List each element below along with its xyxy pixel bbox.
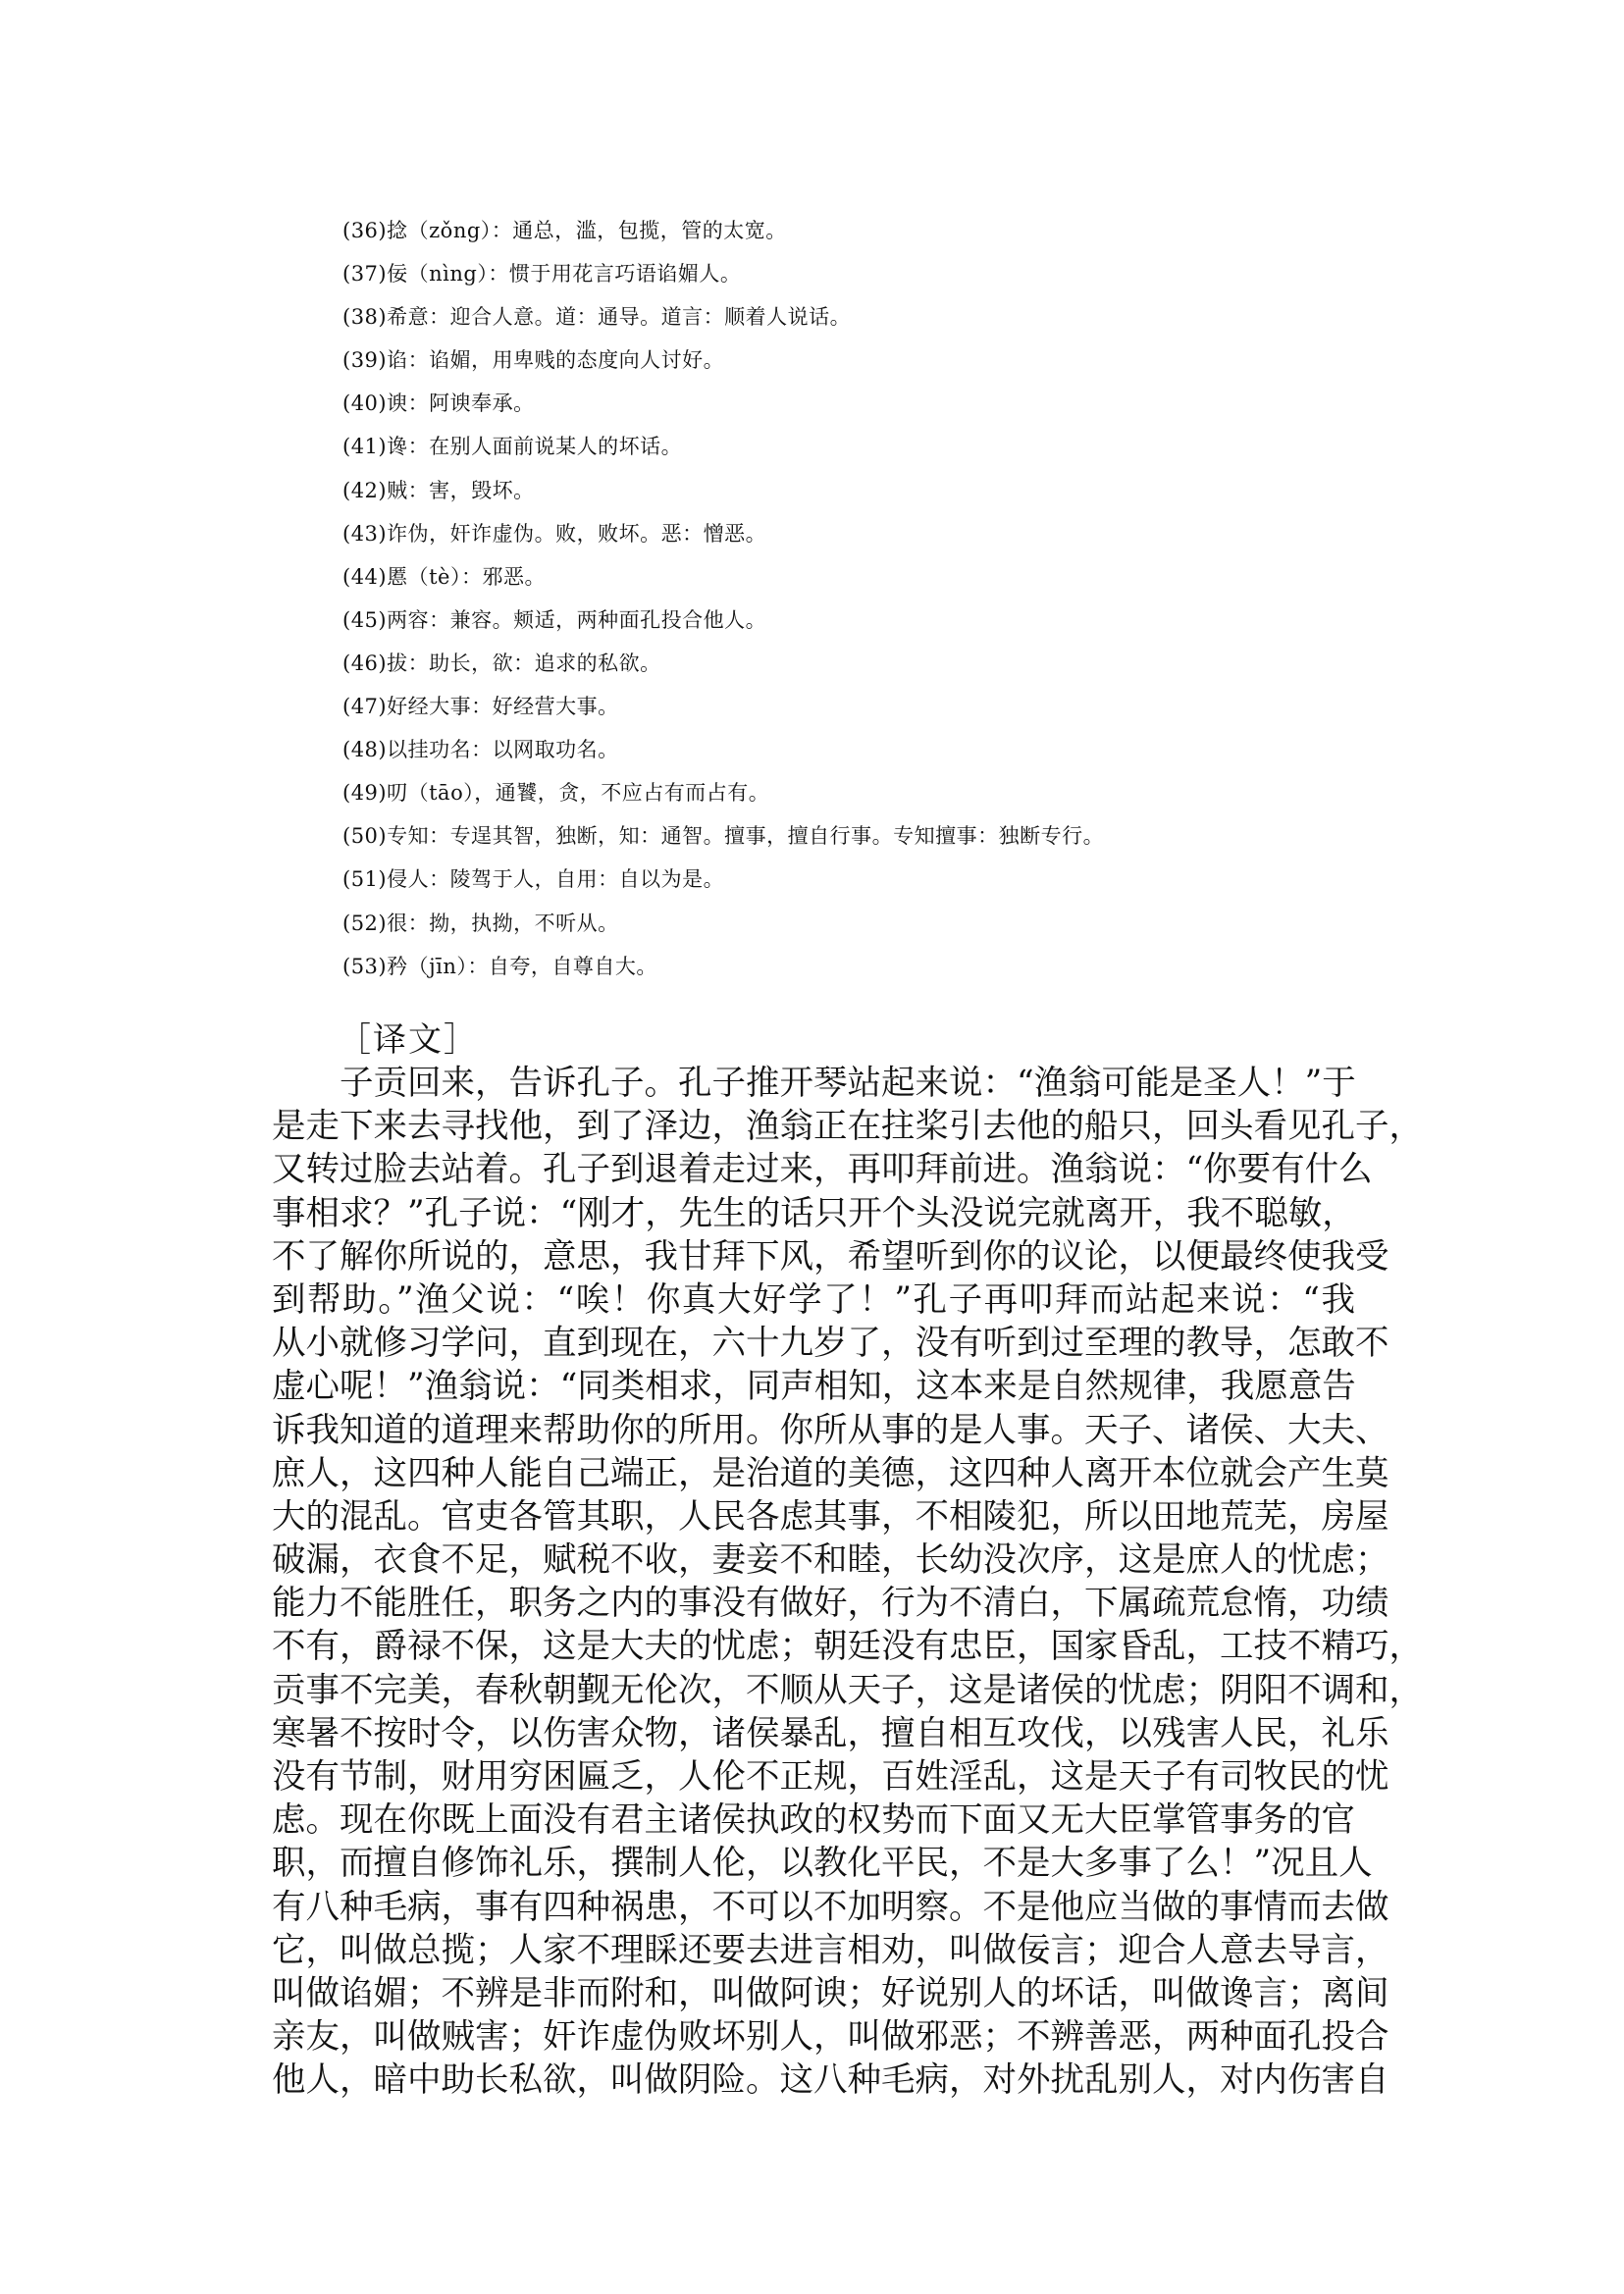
annotation-notes-list — [342, 209, 1363, 988]
translation-line: 他人，暗中助长私欲，叫做阴险。这八种毛病，对外扰乱别人，对内伤害自 — [272, 2060, 1389, 2101]
translation-line: 庶人，这四种人能自己端正，是治道的美德，这四种人离开本位就会产生莫 — [272, 1453, 1389, 1493]
note-53: (53)矜（jīn）：自夸，自尊自大。 — [342, 954, 657, 978]
note-38: (38)希意：迎合人意。道：通导。道言：顺着人说话。 — [342, 305, 852, 330]
translation-line: 不有，爵禄不保，这是大夫的忧虑；朝廷没有忠臣，国家昏乱，工技不精巧， — [272, 1627, 1423, 1667]
translation-line: 贡事不完美，春秋朝觐无伦次，不顺从天子，这是诸侯的忧虑；阴阳不调和， — [272, 1670, 1423, 1710]
translation-line: 寒暑不按时令，以伤害众物，诸侯暴乱，擅自相互攻伐，以残害人民，礼乐 — [272, 1713, 1389, 1753]
translation-line: 没有节制，财用穷困匾乏，人伦不正规，百姓淫乱，这是天子有司牧民的忧 — [272, 1757, 1389, 1797]
translation-line: 从小就修习学问，直到现在，六十九岁了，没有听到过至理的教导，怎敢不 — [272, 1324, 1389, 1364]
translation-line: 虑。现在你既上面没有君主诸侯执政的权势而下面又无大臣掌管事务的官 — [272, 1800, 1355, 1841]
translation-line: 事相求？”孔子说：“刚才，先生的话只开个头没说完就离开，我不聪敏， — [272, 1193, 1356, 1233]
note-43: (43)诈伪，奸诈虚伪。败，败坏。恶：憎恶。 — [342, 521, 767, 546]
translation-body — [272, 1062, 1423, 2103]
translation-line: 不了解你所说的，意思，我甘拜下风，希望听到你的议论，以便最终使我受 — [272, 1236, 1389, 1277]
translation-line: 子贡回来，告诉孔子。孔子推开琴站起来说：“渔翁可能是圣人！”于 — [272, 1064, 1356, 1103]
note-50: (50)专知：专逞其智，独断，知：通智。擅事，擅自行事。专知擅事：独断专行。 — [342, 824, 1105, 849]
translation-line: 亲友，叫做贼害；奸诈虚伪败坏别人，叫做邪恶；不辨善恶，两种面孔投合 — [272, 2017, 1389, 2058]
translation-line: 职，而擅自修饰礼乐，撰制人伦，以教化平民，不是大多事了么！”况且人 — [272, 1844, 1373, 1884]
note-37: (37)佞（nìng）：惯于用花言巧语谄媚人。 — [342, 262, 742, 287]
note-46: (46)拔：助长，欲：追求的私欲。 — [342, 651, 661, 675]
translation-line: 又转过脸去站着。孔子到退着走过来，再叩拜前进。渔翁说：“你要有什么 — [272, 1150, 1373, 1190]
note-44: (44)慝（tè）：邪恶。 — [342, 564, 546, 589]
note-41: (41)谗：在别人面前说某人的坏话。 — [342, 435, 683, 459]
note-39: (39)谄：谄媚，用卑贱的态度向人讨好。 — [342, 348, 725, 373]
translation-line: 破漏，衣食不足，赋税不收，妻妾不和睦，长幼没次序，这是庶人的忧虑； — [272, 1540, 1389, 1581]
translation-line: 大的混乱。官吏各管其职，人民各虑其事，不相陵犯，所以田地荒芜，房屋 — [272, 1496, 1389, 1537]
note-40: (40)谀：阿谀奉承。 — [342, 391, 535, 416]
note-42: (42)贼：害，毁坏。 — [342, 478, 535, 502]
translation-line: 它，叫做总揽；人家不理睬还要去进言相劝，叫做佞言；迎合人意去导言， — [272, 1930, 1389, 1970]
translation-line: 叫做谄媚；不辨是非而附和，叫做阿谀；好说别人的坏话，叫做谗言；离间 — [272, 1973, 1389, 2013]
note-48: (48)以挂功名：以网取功名。 — [342, 738, 619, 762]
note-47: (47)好经大事：好经营大事。 — [342, 695, 619, 719]
translation-heading: ［译文］ — [338, 1020, 479, 1060]
note-52: (52)很：拗，执拗，不听从。 — [342, 911, 619, 935]
translation-line: 有八种毛病，事有四种祸患，不可以不加明察。不是他应当做的事情而去做 — [272, 1887, 1389, 1927]
translation-line: 诉我知道的道理来帮助你的所用。你所从事的是人事。天子、诸侯、大夫、 — [272, 1410, 1389, 1450]
translation-line: 虚心呢！”渔翁说：“同类相求，同声相知，这本来是自然规律，我愿意告 — [272, 1367, 1356, 1407]
translation-line: 是走下来去寻找他，到了泽边，渔翁正在拄桨引去他的船只，回头看见孔子， — [272, 1107, 1423, 1147]
translation-line: 能力不能胜任，职务之内的事没有做好，行为不清白，下属疏荒怠惰，功绩 — [272, 1584, 1389, 1624]
note-51: (51)侵人：陵驾于人，自用：自以为是。 — [342, 867, 725, 892]
translation-line: 到帮助。”渔父说：“唉！你真大好学了！”孔子再叩拜而站起来说：“我 — [272, 1279, 1355, 1320]
note-49: (49)叨（tāo），通饕，贪，不应占有而占有。 — [342, 781, 770, 806]
note-36: (36)捻（zǒng）：通总，滥，包揽，管的太宽。 — [342, 219, 787, 242]
note-45: (45)两容：兼容。颊适，两种面孔投合他人。 — [342, 607, 767, 632]
